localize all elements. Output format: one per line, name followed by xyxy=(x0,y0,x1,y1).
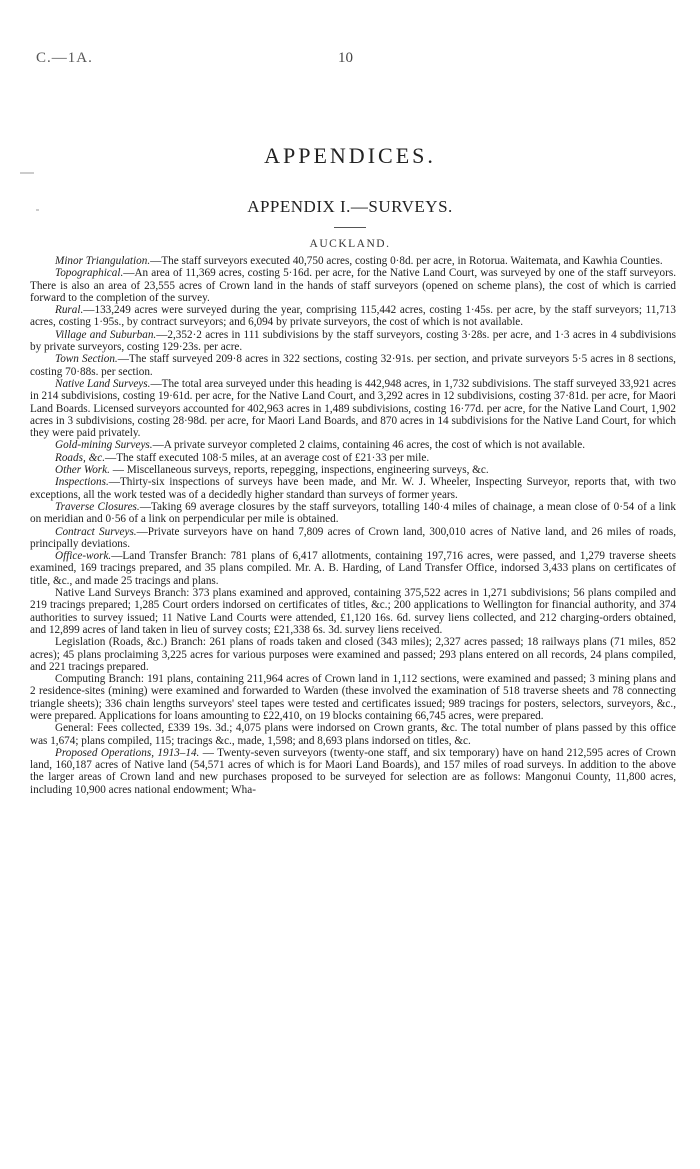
paragraph-text: —Land Transfer Branch: 781 plans of 6,417 allotments, containing 197,716 acres, were passed, and 1,279 traverse sheets examined, 169 tracings prepared, and 35 plans compiled. Mr. A. B. Harding, of Land Transfer Office, indorsed 3,433 plans on certificates of title, &c., and made 25 tracings and plans. xyxy=(30,550,676,587)
paragraph xyxy=(30,747,676,796)
paragraph-text: —Thirty-six inspections of surveys have been made, and Mr. W. J. Wheeler, Inspecting Surveyor, reports that, with two exceptions, all the work tested was of a decidedly higher standard than surveys of former years. xyxy=(30,476,676,501)
paragraph-text: —Taking 69 average closures by the staff surveyors, totalling 140·4 miles of chainage, a mean close of 0·54 of a link on meridian and 0·56 of a link on perpendicular per mile is obtained. xyxy=(30,500,676,526)
paragraph-lead: Inspections. xyxy=(55,476,109,489)
paragraph-lead: Other Work. xyxy=(55,464,110,477)
paragraph xyxy=(30,452,676,464)
paragraph xyxy=(30,353,676,378)
paragraph-text: —A private surveyor completed 2 claims, containing 46 acres, the cost of which is not available. xyxy=(152,439,586,452)
paragraph-lead: Town Section. xyxy=(55,353,118,366)
paragraph xyxy=(30,464,676,476)
paragraph-text: —The staff surveyors executed 40,750 acres, costing 0·8d. per acre, in Rotorua. Waitemata, and Kawhia Counties. xyxy=(150,255,663,267)
paragraph xyxy=(30,501,676,526)
paragraph xyxy=(30,587,676,636)
paragraph-text: Computing Branch: 191 plans, containing 211,964 acres of Crown land in 1,112 sections, were examined and passed; 3 mining plans and 2 residence-sites (mining) were examined and forwarded to Warden (these involved the examination of 518 traverse sheets and 78 connecting triangle sheets); 336 chain lengths surveyors' steel tapes were tested and certificates issued; 989 tracings for posters, selectors, surveyors, &c., were prepared. Applications for loans amounting to £22,410, on 19 blocks containing 66,745 acres, were prepared. xyxy=(30,673,676,722)
paragraph xyxy=(30,439,676,451)
paragraph-text: — Twenty-seven surveyors (twenty-one staff, and six temporary) have on hand 212,595 acres of Crown land, 160,187 acres of Native land (54,571 acres of which is for Maori Land Boards), and 157 miles of road surveys. In addition to the above the larger areas of Crown land and new purchases proposed to be surveyed for selection are as follows: Mangonui County, 11,800 acres, including 10,900 acres national endowment; Wha- xyxy=(30,746,676,796)
report-body xyxy=(30,255,676,796)
paragraph-lead: Contract Surveys. xyxy=(55,525,137,538)
paragraph-text: — Miscellaneous surveys, reports, repegging, inspections, engineering surveys, &c. xyxy=(109,464,489,477)
paragraph-lead: Village and Suburban. xyxy=(55,328,157,341)
paragraph-lead: Traverse Closures. xyxy=(55,500,140,513)
paragraph xyxy=(30,255,676,267)
region-heading: AUCKLAND. xyxy=(309,238,391,250)
paragraph-lead: Proposed Operations, 1913–14. xyxy=(55,746,200,759)
paragraph xyxy=(30,673,676,722)
page-title: APPENDICES. xyxy=(264,143,436,168)
paragraph xyxy=(30,378,676,439)
paragraph-text: —2,352·2 acres in 111 subdivisions by the staff surveyors, costing 3·28s. per acre, and 1·3 acres in 4 subdivisions by private surveyors, costing 129·23s. per acre. xyxy=(30,328,677,354)
report-code: C.—1A. xyxy=(36,50,93,66)
paragraph-text: General: Fees collected, £339 19s. 3d.; 4,075 plans were indorsed on Crown grants, &c. The total number of plans passed by this office was 1,674; plans compiled, 115; tracings &c., made, 1,598; and 8,693 plans indorsed on titles, &c. xyxy=(30,722,676,747)
appendix-heading: APPENDIX I.—SURVEYS. xyxy=(247,197,453,216)
paragraph xyxy=(30,526,676,551)
paragraph-text: —Private surveyors have on hand 7,809 acres of Crown land, 300,010 acres of Native land, and 26 miles of roads, principally deviations. xyxy=(30,525,676,550)
paragraph-text: Native Land Surveys Branch: 373 plans examined and approved, containing 375,522 acres in 1,271 subdivisions; 56 plans compiled and 219 tracings prepared; 1,285 Court orders indorsed on certificates of titles, &c.; 200 applications to Wellington for financial authority, and 374 authorities to survey issued; 11 Native Land Courts were attended, £1,120 16s. 6d. survey liens collected, and 212 charging-orders obtained, and 12,899 acres of land taken in lieu of survey costs; £21,338 6s. 3d. survey liens received. xyxy=(30,587,676,636)
paragraph-lead: Native Land Surveys. xyxy=(55,377,151,390)
paragraph xyxy=(30,636,676,673)
page-number: 10 xyxy=(338,50,353,66)
paragraph xyxy=(30,267,676,304)
heading-rule xyxy=(334,227,366,228)
paragraph-text: —The staff executed 108·5 miles, at an average cost of £21·33 per mile. xyxy=(105,451,430,464)
paragraph xyxy=(30,722,676,747)
paragraph xyxy=(30,550,676,587)
print-blemish xyxy=(20,172,34,174)
paragraph xyxy=(30,329,676,354)
paragraph xyxy=(30,304,676,329)
paragraph-text: Legislation (Roads, &c.) Branch: 261 plans of roads taken and closed (343 miles); 2,327 acres passed; 18 railways plans (71 miles, 852 acres); 45 plans proclaiming 3,225 acres for various purposes were examined and passed; 293 plans entered on all records, 24 plans compiled, and 221 tracings prepared. xyxy=(30,636,676,673)
paragraph-lead: Roads, &c. xyxy=(55,451,106,464)
paragraph-text: —The staff surveyed 209·8 acres in 322 sections, costing 32·91s. per section, and private surveyors 5·5 acres in 8 sections, costing 70·88s. per section. xyxy=(30,353,676,378)
paragraph xyxy=(30,476,676,501)
paragraph-lead: Rural. xyxy=(55,304,84,317)
paragraph-lead: Topographical. xyxy=(55,267,124,280)
paragraph-lead: Gold-mining Surveys. xyxy=(55,439,153,452)
paragraph-text: —133,249 acres were surveyed during the year, comprising 115,442 acres, costing 1·45s. per acre, by the staff surveyors; 11,713 acres, costing 1·95s., by contract surveyors; and 6,094 by private surveyors, the cost of which is not available. xyxy=(30,304,676,329)
paragraph-text: —The total area surveyed under this heading is 442,948 acres, in 1,732 subdivisions. The staff surveyed 33,921 acres in 214 subdivisions, costing 19·61d. per acre, for the Native Land Court, and 3,292 acres in 12 subdivisions, costing 37·81d. per acre, for Maori Land Boards. Licensed surveyors accounted for 402,963 acres in 1,489 subdivisions, costing 16·77d. per acre, for the Native Land Court, 1,902 acres in 3 subdivisions, costing 28·98d. per acre, for Maori Land Boards, and 870 acres in 14 subdivisions for the Native Land Court, for which they were paid privately. xyxy=(30,377,677,440)
paragraph-lead: Office-work. xyxy=(55,550,112,563)
paragraph-lead: Minor Triangulation. xyxy=(55,255,151,267)
paragraph-text: —An area of 11,369 acres, costing 5·16d. per acre, for the Native Land Court, was surveyed by one of the staff surveyors. There is also an area of 23,555 acres of Crown land in the hands of staff surveyors (opened on scheme plans), the cost of which is carried forward to the completion of the survey. xyxy=(30,267,676,304)
